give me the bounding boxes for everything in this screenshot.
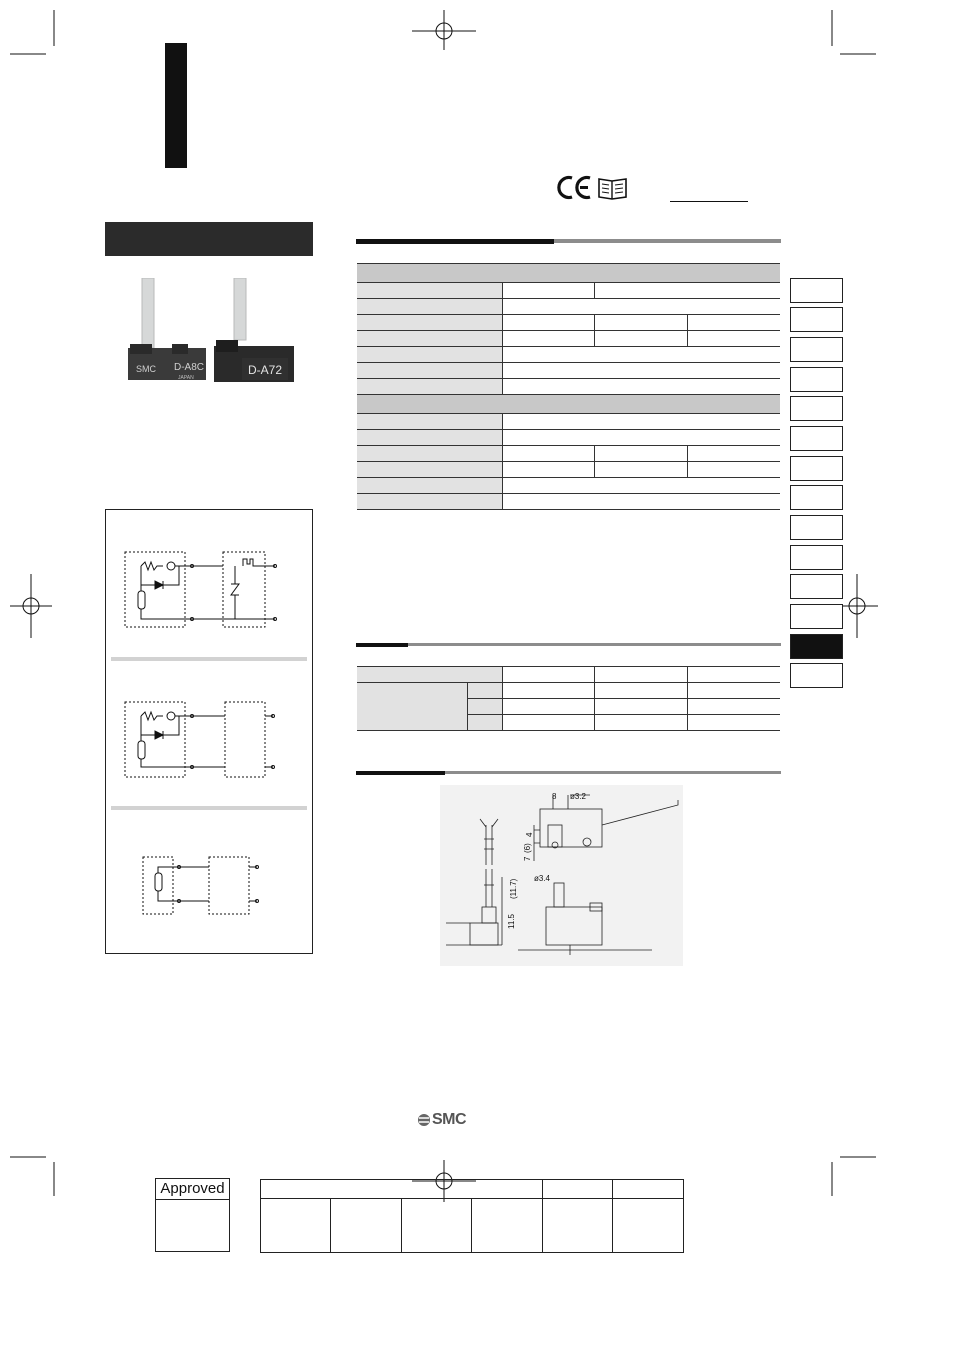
photo-label-part2: D-A72 <box>248 363 283 377</box>
section-rule-2 <box>356 643 781 648</box>
index-tab-5[interactable] <box>790 396 843 421</box>
table-row <box>357 315 780 331</box>
logo-text: SMC <box>432 1111 467 1128</box>
instruction-book-icon <box>597 176 628 200</box>
approved-label: Approved <box>156 1179 229 1200</box>
photo-label-japan: JAPAN <box>178 375 194 381</box>
index-tab-current[interactable] <box>790 634 843 659</box>
table-row <box>357 414 780 430</box>
smc-logo-icon <box>416 1113 432 1127</box>
photo-label-part1: D-A8C <box>174 362 205 373</box>
index-tab-6[interactable] <box>790 426 843 451</box>
header-underline <box>670 201 748 202</box>
index-tab-12[interactable] <box>790 604 843 629</box>
dim-label-7: 7 <box>523 856 532 861</box>
index-tab-7[interactable] <box>790 456 843 481</box>
registration-target-top <box>412 10 476 50</box>
product-title-box <box>105 222 313 256</box>
table-row <box>357 283 780 299</box>
dimensions-section-rule <box>356 771 781 776</box>
table-row <box>357 478 780 494</box>
index-tab-3[interactable] <box>790 337 843 362</box>
index-tab-9[interactable] <box>790 515 843 540</box>
dimension-drawing <box>440 785 683 966</box>
approval-grid <box>260 1179 684 1253</box>
dim-label-117: (11.7) <box>509 878 518 899</box>
dim-label-6: (6) <box>523 843 532 853</box>
photo-label-smc: SMC <box>136 364 156 374</box>
table-row <box>357 446 780 462</box>
spec-header-1 <box>357 264 780 283</box>
index-tab-11[interactable] <box>790 574 843 599</box>
table-row <box>357 683 780 699</box>
specifications-table <box>357 263 780 510</box>
index-tab-2[interactable] <box>790 307 843 332</box>
product-photo <box>118 278 298 388</box>
dim-label-d34: ø3.4 <box>534 874 551 883</box>
smc-logo <box>416 1111 466 1129</box>
index-tab-14[interactable] <box>790 663 843 688</box>
dim-label-d32: ø3.2 <box>570 792 587 801</box>
circuit-diagrams <box>105 509 313 954</box>
table-row <box>357 494 780 510</box>
approved-box <box>155 1178 230 1252</box>
index-tab-4[interactable] <box>790 367 843 392</box>
table-row <box>357 462 780 478</box>
registration-target-left <box>10 574 52 638</box>
table-row <box>357 379 780 395</box>
option-table <box>357 666 780 731</box>
index-tab-1[interactable] <box>790 278 843 303</box>
ce-mark-icon <box>556 175 594 200</box>
section-marker-bar <box>165 43 187 168</box>
table-row <box>357 363 780 379</box>
table-row <box>357 430 780 446</box>
table-row <box>357 347 780 363</box>
table-row <box>357 299 780 315</box>
index-tab-8[interactable] <box>790 485 843 510</box>
table-row <box>357 331 780 347</box>
spec-header-2 <box>357 395 780 414</box>
dim-label-8: 8 <box>552 792 557 801</box>
dim-label-115: 11.5 <box>507 914 516 929</box>
dim-label-4: 4 <box>525 832 534 837</box>
specs-section-rule <box>356 239 781 244</box>
index-tab-10[interactable] <box>790 545 843 570</box>
